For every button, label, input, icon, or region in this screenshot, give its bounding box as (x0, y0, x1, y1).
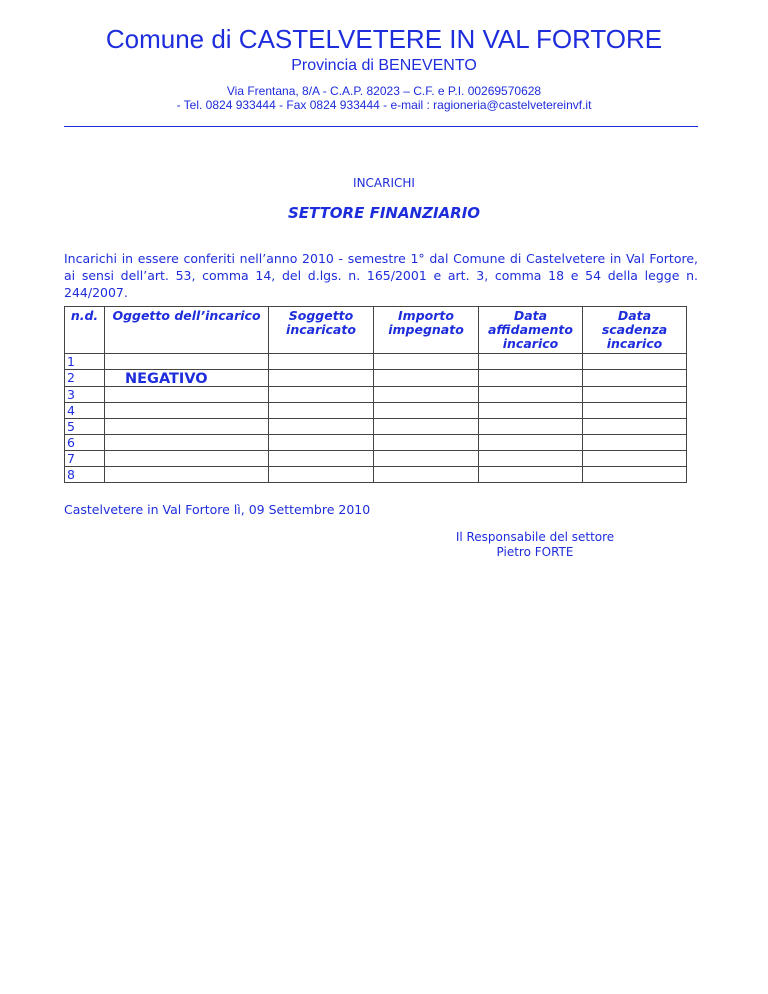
address-line: Via Frentana, 8/A - C.A.P. 82023 – C.F. e P.I. 00269570628 (226, 84, 542, 98)
cell-affidamento (479, 467, 583, 483)
table-row (65, 435, 687, 451)
cell-importo (374, 403, 479, 419)
place-and-date: Castelvetere in Val Fortore lì, 09 Settembre 2010 (64, 502, 371, 517)
col-header-scadenza: Data scadenza incarico (583, 307, 687, 354)
cell-oggetto (105, 354, 269, 370)
cell-importo (374, 387, 479, 403)
cell-affidamento (479, 403, 583, 419)
cell-scadenza (583, 370, 687, 387)
col-header-oggetto: Oggetto dell’incarico (105, 307, 269, 354)
table-header-row (65, 307, 687, 354)
cell-affidamento (479, 419, 583, 435)
cell-affidamento (479, 435, 583, 451)
col-header-importo: Importo impegnato (374, 307, 479, 354)
cell-soggetto (269, 419, 374, 435)
cell-scadenza (583, 354, 687, 370)
cell-importo (374, 370, 479, 387)
cell-oggetto (105, 435, 269, 451)
section-label: INCARICHI (353, 176, 415, 190)
cell-affidamento (479, 370, 583, 387)
table-row (65, 419, 687, 435)
signature-name: Pietro FORTE (496, 545, 574, 559)
header-divider (64, 126, 698, 127)
assignments-table (64, 306, 687, 483)
cell-oggetto (105, 370, 269, 387)
table-row (65, 387, 687, 403)
cell-importo (374, 435, 479, 451)
table-row (65, 370, 687, 387)
cell-oggetto (105, 451, 269, 467)
col-header-affidamento: Data affidamento incarico (479, 307, 583, 354)
signature-role: Il Responsabile del settore (455, 530, 615, 544)
row-number: 2 (65, 370, 105, 387)
cell-soggetto (269, 370, 374, 387)
row-number: 5 (65, 419, 105, 435)
col-header-nd: n.d. (65, 307, 105, 354)
negativo-label: NEGATIVO (125, 371, 208, 387)
col-header-soggetto: Soggetto incaricato (269, 307, 374, 354)
row-number: 1 (65, 354, 105, 370)
cell-oggetto (105, 419, 269, 435)
cell-importo (374, 419, 479, 435)
section-title: SETTORE FINANZIARIO (287, 204, 481, 222)
cell-scadenza (583, 451, 687, 467)
cell-scadenza (583, 467, 687, 483)
row-number: 8 (65, 467, 105, 483)
cell-soggetto (269, 467, 374, 483)
cell-scadenza (583, 403, 687, 419)
cell-soggetto (269, 387, 374, 403)
intro-paragraph: Incarichi in essere conferiti nell’anno 2010 - semestre 1° dal Comune di Castelvetere in Val Fortore, ai sensi dell’art. 53, comma 14, del d.lgs. n. 165/2001 e art. 3, comma 18 e 54 della legge n. 244/2007. (64, 251, 698, 300)
cell-affidamento (479, 387, 583, 403)
province-subtitle: Provincia di BENEVENTO (291, 57, 477, 74)
cell-oggetto (105, 387, 269, 403)
municipality-title: Comune di CASTELVETERE IN VAL FORTORE (105, 24, 663, 54)
row-number: 4 (65, 403, 105, 419)
table-row (65, 451, 687, 467)
cell-importo (374, 467, 479, 483)
signature-block (440, 530, 630, 560)
row-number: 3 (65, 387, 105, 403)
cell-importo (374, 451, 479, 467)
cell-soggetto (269, 435, 374, 451)
table-row (65, 403, 687, 419)
contacts-line[interactable]: - Tel. 0824 933444 - Fax 0824 933444 - e-mail : ragioneria@castelvetereinvf.it (176, 98, 592, 112)
row-number: 6 (65, 435, 105, 451)
cell-scadenza (583, 387, 687, 403)
cell-oggetto (105, 403, 269, 419)
cell-scadenza (583, 419, 687, 435)
table-row (65, 467, 687, 483)
row-number: 7 (65, 451, 105, 467)
cell-soggetto (269, 354, 374, 370)
cell-oggetto (105, 467, 269, 483)
cell-scadenza (583, 435, 687, 451)
cell-affidamento (479, 354, 583, 370)
table-row (65, 354, 687, 370)
cell-importo (374, 354, 479, 370)
cell-soggetto (269, 451, 374, 467)
cell-soggetto (269, 403, 374, 419)
cell-affidamento (479, 451, 583, 467)
